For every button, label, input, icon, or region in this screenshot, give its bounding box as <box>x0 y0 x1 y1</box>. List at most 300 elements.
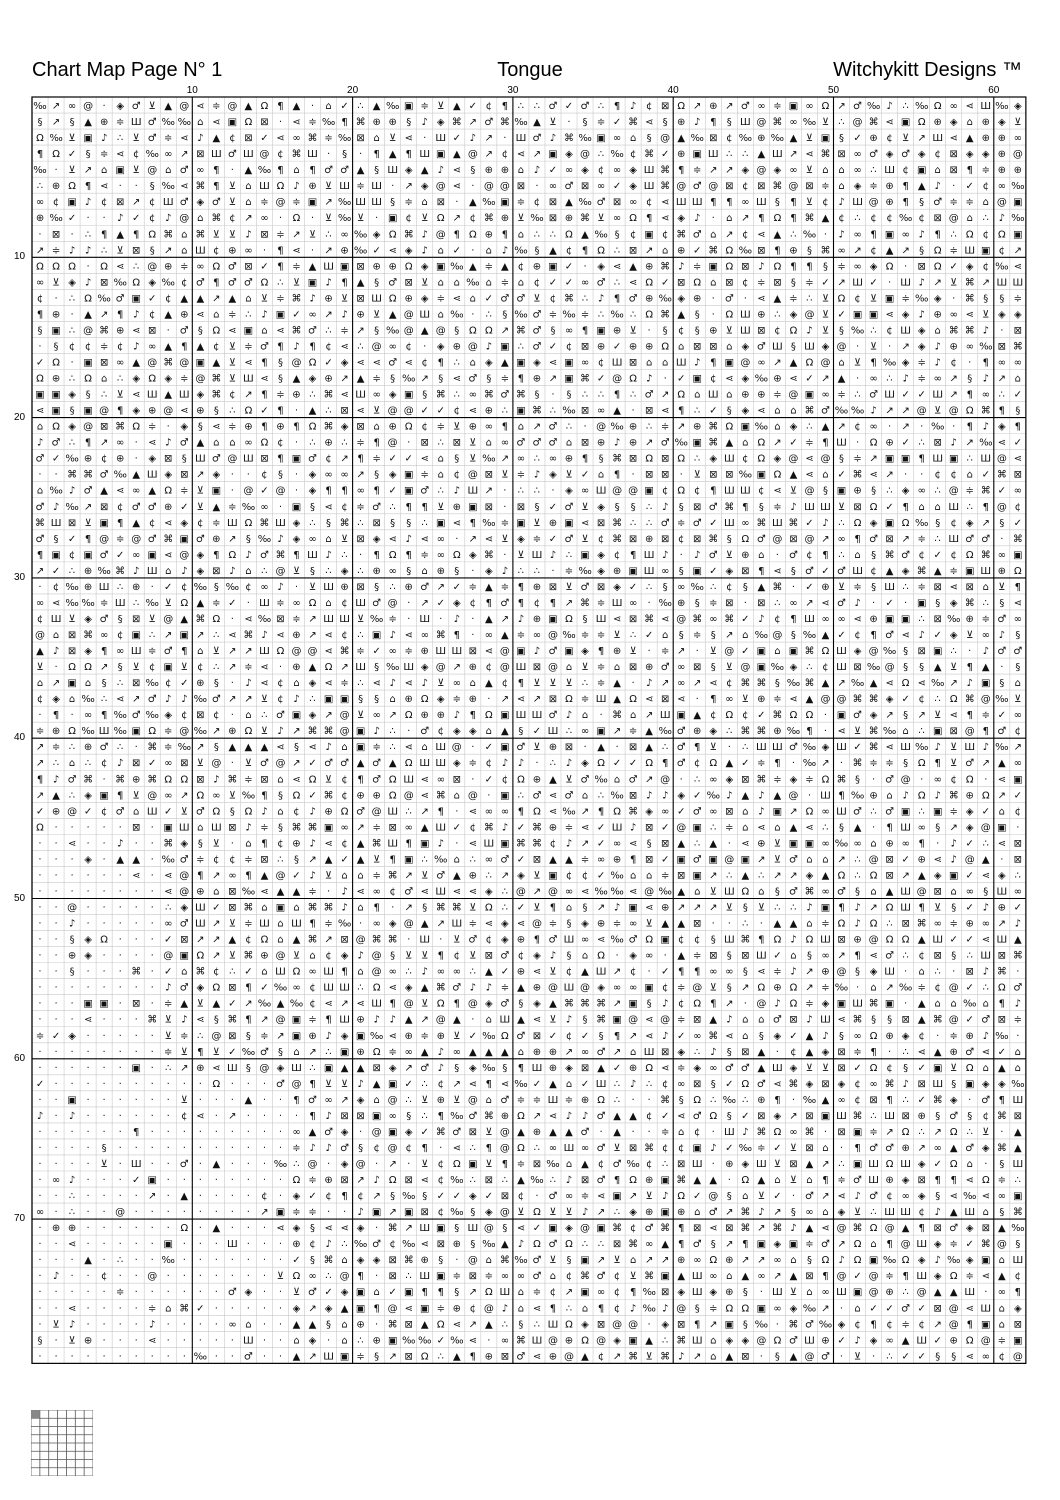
svg-text:♂: ♂ <box>196 806 205 817</box>
svg-text:·: · <box>119 870 122 881</box>
svg-text:▲: ▲ <box>790 357 798 368</box>
svg-text:↗: ↗ <box>741 983 749 994</box>
svg-text:Ω: Ω <box>725 710 733 721</box>
svg-text:Ш: Ш <box>916 1239 927 1250</box>
svg-text:·: · <box>952 967 955 978</box>
svg-text:◈: ◈ <box>629 165 637 176</box>
row-number: 10 <box>14 251 25 263</box>
svg-text:◈: ◈ <box>533 951 541 962</box>
svg-text:§: § <box>791 277 796 288</box>
svg-text:⊠: ⊠ <box>677 277 685 288</box>
svg-text:·: · <box>279 1127 282 1138</box>
svg-text:Ш: Ш <box>227 1063 238 1074</box>
svg-text:↗: ↗ <box>645 774 653 785</box>
svg-text:⌘: ⌘ <box>772 117 782 128</box>
svg-text:▣: ▣ <box>67 678 76 689</box>
svg-text:§: § <box>214 742 219 753</box>
svg-text:∞: ∞ <box>709 614 717 625</box>
svg-text:↗: ↗ <box>501 614 509 625</box>
svg-text:↗: ↗ <box>709 1319 717 1330</box>
svg-text:¢: ¢ <box>486 101 492 112</box>
chart-title: Chart Map Page N° 1 <box>32 57 222 83</box>
svg-text:♪: ♪ <box>534 165 540 176</box>
svg-text:⊕: ⊕ <box>613 325 621 336</box>
svg-text:⊻: ⊻ <box>149 614 156 625</box>
svg-text:▣: ▣ <box>628 903 637 914</box>
svg-text:▲: ▲ <box>645 742 653 753</box>
svg-text:↗: ↗ <box>629 1191 637 1202</box>
svg-text:⊕: ⊕ <box>388 261 396 272</box>
svg-text:▣: ▣ <box>500 197 509 208</box>
svg-text:⌂: ⌂ <box>550 1271 556 1282</box>
svg-text:↗: ↗ <box>405 903 413 914</box>
svg-text:¢: ¢ <box>694 758 700 769</box>
svg-text:▲: ▲ <box>180 1191 188 1202</box>
svg-text:⊠: ⊠ <box>805 1111 813 1122</box>
svg-text:⌘: ⌘ <box>660 165 670 176</box>
svg-text:∞: ∞ <box>950 309 958 320</box>
svg-text:Ω: Ω <box>934 261 942 272</box>
svg-text:⌂: ⌂ <box>726 213 732 224</box>
svg-text:≑: ≑ <box>372 822 380 833</box>
svg-text:♪: ♪ <box>934 341 940 352</box>
svg-text:¢: ¢ <box>53 197 59 208</box>
svg-text:♂: ♂ <box>741 101 750 112</box>
svg-text:⌘: ⌘ <box>436 983 446 994</box>
svg-text:⋖: ⋖ <box>324 1223 332 1234</box>
svg-text:¢: ¢ <box>694 1127 700 1138</box>
svg-text:Ш: Ш <box>708 149 719 160</box>
svg-text:♂: ♂ <box>901 1303 910 1314</box>
svg-text:▣: ▣ <box>500 742 509 753</box>
svg-text:§: § <box>679 566 684 577</box>
svg-text:·: · <box>888 422 891 433</box>
svg-text:∴: ∴ <box>101 694 107 705</box>
svg-text:Ш: Ш <box>884 390 895 401</box>
svg-text:‰: ‰ <box>755 1319 768 1330</box>
svg-text:·: · <box>664 951 667 962</box>
svg-text:∴: ∴ <box>422 854 428 865</box>
svg-text:⊻: ⊻ <box>165 1031 172 1042</box>
svg-text:·: · <box>38 229 41 240</box>
svg-text:◈: ◈ <box>84 646 92 657</box>
svg-text:⊻: ⊻ <box>437 678 444 689</box>
svg-text:≑: ≑ <box>581 309 589 320</box>
svg-text:↗: ↗ <box>837 678 845 689</box>
svg-text:∴: ∴ <box>69 374 75 385</box>
svg-text:⌘: ⌘ <box>676 229 686 240</box>
svg-text:≑: ≑ <box>356 438 364 449</box>
svg-text:@: @ <box>708 1191 718 1202</box>
svg-text:Ш: Ш <box>387 838 398 849</box>
svg-text:∞: ∞ <box>581 277 589 288</box>
svg-text:Ω: Ω <box>469 229 477 240</box>
svg-text:·: · <box>103 1223 106 1234</box>
svg-text:↗: ↗ <box>821 1303 829 1314</box>
svg-text:↗: ↗ <box>565 1047 573 1058</box>
svg-text:‰: ‰ <box>49 133 62 144</box>
svg-text:✓: ✓ <box>982 470 990 481</box>
svg-text:⊠: ⊠ <box>693 534 701 545</box>
svg-text:⊠: ⊠ <box>629 245 637 256</box>
svg-text:✓: ✓ <box>966 870 974 881</box>
svg-text:§: § <box>390 1191 395 1202</box>
svg-text:▣: ▣ <box>580 550 589 561</box>
svg-text:◈: ◈ <box>196 390 204 401</box>
svg-text:Ω: Ω <box>309 357 317 368</box>
svg-text:Ω: Ω <box>966 229 974 240</box>
svg-text:¢: ¢ <box>646 1159 652 1170</box>
svg-text:♪: ♪ <box>838 229 844 240</box>
svg-text:¶: ¶ <box>758 566 764 577</box>
svg-text:⌘: ⌘ <box>660 1223 670 1234</box>
svg-text:⊕: ⊕ <box>52 806 60 817</box>
svg-text:≑: ≑ <box>950 566 958 577</box>
svg-text:§: § <box>647 838 652 849</box>
svg-text:⊻: ⊻ <box>806 197 813 208</box>
svg-text:≑: ≑ <box>917 582 925 593</box>
svg-text:✓: ✓ <box>52 1031 60 1042</box>
svg-text:♂: ♂ <box>532 1271 541 1282</box>
svg-text:⋖: ⋖ <box>356 406 364 417</box>
svg-text:@: @ <box>548 662 558 673</box>
svg-text:‰: ‰ <box>594 886 607 897</box>
svg-text:⋖: ⋖ <box>100 181 108 192</box>
svg-text:◈: ◈ <box>84 614 92 625</box>
svg-text:⌘: ⌘ <box>949 790 959 801</box>
svg-text:@: @ <box>356 935 366 946</box>
svg-text:⌘: ⌘ <box>436 390 446 401</box>
svg-text:♪: ♪ <box>790 967 796 978</box>
svg-text:Ш: Ш <box>884 582 895 593</box>
svg-text:▣: ▣ <box>516 646 525 657</box>
svg-text:⊻: ⊻ <box>726 662 733 673</box>
svg-text:♪: ♪ <box>550 550 556 561</box>
svg-text:∞: ∞ <box>917 822 925 833</box>
svg-text:◈: ◈ <box>790 1063 798 1074</box>
svg-text:▲: ▲ <box>741 870 749 881</box>
svg-text:⊕: ⊕ <box>453 341 461 352</box>
svg-text:♂: ♂ <box>949 1223 958 1234</box>
svg-text:⊻: ⊻ <box>854 1207 861 1218</box>
svg-text:@: @ <box>596 422 606 433</box>
svg-text:¢: ¢ <box>662 1079 668 1090</box>
svg-text:⊠: ⊠ <box>405 277 413 288</box>
svg-text:✓: ✓ <box>677 374 685 385</box>
svg-text:·: · <box>135 454 138 465</box>
svg-text:↗: ↗ <box>180 790 188 801</box>
svg-text:·: · <box>199 1239 202 1250</box>
svg-text:⊕: ⊕ <box>405 582 413 593</box>
svg-text:◈: ◈ <box>533 999 541 1010</box>
svg-text:↗: ↗ <box>677 422 685 433</box>
svg-text:‰: ‰ <box>354 1239 367 1250</box>
svg-text:✓: ✓ <box>869 1303 877 1314</box>
svg-text:◈: ◈ <box>918 149 926 160</box>
svg-text:¢: ¢ <box>566 870 572 881</box>
svg-text:♂: ♂ <box>965 534 974 545</box>
svg-text:§: § <box>855 774 860 785</box>
svg-text:↗: ↗ <box>228 1111 236 1122</box>
svg-text:⊻: ⊻ <box>854 357 861 368</box>
svg-text:∞: ∞ <box>597 406 605 417</box>
svg-text:·: · <box>119 1143 122 1154</box>
svg-text:Ω: Ω <box>148 374 156 385</box>
svg-text:⋖: ⋖ <box>356 886 364 897</box>
svg-text:Ш: Ш <box>692 1287 703 1298</box>
svg-text:↗: ↗ <box>613 999 621 1010</box>
svg-text:¢: ¢ <box>726 678 732 689</box>
svg-text:▣: ▣ <box>67 1095 76 1106</box>
svg-text:▣: ▣ <box>324 694 333 705</box>
svg-text:⊕: ⊕ <box>853 935 861 946</box>
svg-text:⌘: ⌘ <box>596 999 606 1010</box>
svg-text:¶: ¶ <box>550 598 556 609</box>
svg-text:∞: ∞ <box>805 1207 813 1218</box>
svg-text:▣: ▣ <box>548 614 557 625</box>
svg-text:◈: ◈ <box>918 1255 926 1266</box>
svg-text:∴: ∴ <box>406 1095 412 1106</box>
svg-text:·: · <box>343 1207 346 1218</box>
svg-text:⌘: ⌘ <box>324 903 334 914</box>
svg-text:Ш: Ш <box>179 822 190 833</box>
svg-text:♪: ♪ <box>309 1143 315 1154</box>
svg-text:♂: ♂ <box>837 886 846 897</box>
svg-text:Ш: Ш <box>996 886 1007 897</box>
svg-text:Ш: Ш <box>980 454 991 465</box>
svg-text:↗: ↗ <box>885 470 893 481</box>
svg-text:✓: ✓ <box>533 1223 541 1234</box>
svg-text:⊕: ⊕ <box>549 1063 557 1074</box>
svg-text:§: § <box>663 582 668 593</box>
svg-text:⌂: ⌂ <box>373 133 379 144</box>
svg-text:⌘: ⌘ <box>211 390 221 401</box>
svg-text:§: § <box>278 470 283 481</box>
svg-text:·: · <box>487 694 490 705</box>
svg-text:‰: ‰ <box>995 1031 1008 1042</box>
svg-text:⊠: ⊠ <box>132 822 140 833</box>
svg-text:▲: ▲ <box>245 1095 253 1106</box>
svg-text:‰: ‰ <box>642 1303 655 1314</box>
svg-text:∞: ∞ <box>389 566 397 577</box>
svg-text:≑: ≑ <box>196 854 204 865</box>
svg-text:◈: ◈ <box>405 983 413 994</box>
svg-text:⌘: ⌘ <box>580 374 590 385</box>
svg-text:§: § <box>999 518 1004 529</box>
svg-text:◈: ◈ <box>966 261 974 272</box>
svg-text:⊠: ⊠ <box>421 438 429 449</box>
svg-text:◈: ◈ <box>950 630 958 641</box>
svg-text:▲: ▲ <box>132 854 140 865</box>
svg-text:▲: ▲ <box>469 1047 477 1058</box>
svg-text:¢: ¢ <box>886 1319 892 1330</box>
svg-text:Ш: Ш <box>211 822 222 833</box>
svg-text:≑: ≑ <box>677 518 685 529</box>
svg-text:✓: ✓ <box>340 101 348 112</box>
svg-text:⊕: ⊕ <box>597 341 605 352</box>
svg-text:♪: ♪ <box>822 1031 828 1042</box>
svg-text:⌘: ⌘ <box>388 1223 398 1234</box>
svg-text:⊻: ⊻ <box>325 870 332 881</box>
svg-text:§: § <box>983 293 988 304</box>
svg-text:·: · <box>103 1303 106 1314</box>
svg-text:▣: ▣ <box>564 357 573 368</box>
svg-text:§: § <box>70 967 75 978</box>
svg-text:¶: ¶ <box>630 854 636 865</box>
svg-text:Ω: Ω <box>373 1047 381 1058</box>
svg-text:¶: ¶ <box>389 999 395 1010</box>
svg-text:♂: ♂ <box>500 598 509 609</box>
svg-text:⋖: ⋖ <box>388 245 396 256</box>
svg-text:⊻: ⊻ <box>213 229 220 240</box>
svg-text:⋖: ⋖ <box>405 630 413 641</box>
svg-text:Ш: Ш <box>676 357 687 368</box>
svg-text:⌂: ⌂ <box>245 197 251 208</box>
svg-text:·: · <box>856 983 859 994</box>
svg-text:▲: ▲ <box>293 101 301 112</box>
svg-text:§: § <box>791 566 796 577</box>
svg-text:Ω: Ω <box>966 1063 974 1074</box>
svg-text:⌂: ⌂ <box>822 165 828 176</box>
svg-text:▣: ▣ <box>356 726 365 737</box>
svg-text:◈: ◈ <box>774 165 782 176</box>
svg-text:∞: ∞ <box>1014 758 1022 769</box>
svg-text:♂: ♂ <box>356 806 365 817</box>
svg-text:¶: ¶ <box>341 277 347 288</box>
svg-text:·: · <box>119 1047 122 1058</box>
svg-text:⊠: ⊠ <box>933 1303 941 1314</box>
svg-text:↗: ↗ <box>901 870 909 881</box>
svg-text:¶: ¶ <box>967 390 973 401</box>
svg-text:‰: ‰ <box>739 245 752 256</box>
svg-text:∴: ∴ <box>422 1111 428 1122</box>
svg-text:⊠: ⊠ <box>789 534 797 545</box>
svg-text:⋖: ⋖ <box>950 582 958 593</box>
svg-text:◈: ◈ <box>790 422 798 433</box>
svg-text:·: · <box>70 357 73 368</box>
svg-text:¶: ¶ <box>582 454 588 465</box>
svg-text:@: @ <box>708 181 718 192</box>
svg-text:·: · <box>215 1095 218 1106</box>
svg-text:⊕: ⊕ <box>196 406 204 417</box>
svg-text:Ω: Ω <box>245 117 253 128</box>
svg-text:·: · <box>215 1319 218 1330</box>
svg-text:◈: ◈ <box>645 806 653 817</box>
svg-text:·: · <box>70 1287 73 1298</box>
svg-text:⌘: ⌘ <box>211 374 221 385</box>
svg-text:▲: ▲ <box>453 101 461 112</box>
svg-text:⋖: ⋖ <box>324 999 332 1010</box>
svg-text:▲: ▲ <box>918 870 926 881</box>
svg-text:·: · <box>167 1143 170 1154</box>
svg-text:Ш: Ш <box>355 390 366 401</box>
svg-text:⊠: ⊠ <box>180 935 188 946</box>
svg-text:⊕: ⊕ <box>677 245 685 256</box>
svg-text:⊕: ⊕ <box>709 325 717 336</box>
svg-text:§: § <box>903 710 908 721</box>
svg-text:▲: ▲ <box>501 357 509 368</box>
svg-text:@: @ <box>628 1319 638 1330</box>
svg-text:⋖: ⋖ <box>164 870 172 881</box>
svg-text:·: · <box>247 1127 250 1138</box>
svg-text:Ш: Ш <box>99 582 110 593</box>
svg-text:▲: ▲ <box>293 935 301 946</box>
svg-text:♪: ♪ <box>422 117 428 128</box>
svg-text:¶: ¶ <box>373 486 379 497</box>
svg-text:✓: ✓ <box>901 694 909 705</box>
svg-text:♂: ♂ <box>821 406 830 417</box>
svg-text:∴: ∴ <box>918 806 924 817</box>
svg-text:Ш: Ш <box>355 197 366 208</box>
svg-text:⊻: ⊻ <box>469 454 476 465</box>
svg-text:·: · <box>215 1239 218 1250</box>
svg-text:¶: ¶ <box>983 357 989 368</box>
svg-text:▣: ▣ <box>147 1175 156 1186</box>
svg-text:⌘: ⌘ <box>243 903 253 914</box>
svg-text:⌘: ⌘ <box>500 117 510 128</box>
svg-text:@: @ <box>869 935 879 946</box>
svg-text:⊠: ⊠ <box>629 614 637 625</box>
svg-text:⌂: ⌂ <box>870 886 876 897</box>
svg-text:§: § <box>454 566 459 577</box>
svg-text:⊕: ⊕ <box>549 518 557 529</box>
svg-text:◈: ◈ <box>373 534 381 545</box>
svg-text:♂: ♂ <box>308 1095 317 1106</box>
svg-text:Ω: Ω <box>565 694 573 705</box>
svg-text:·: · <box>648 967 651 978</box>
svg-text:⌂: ⌂ <box>37 486 43 497</box>
svg-text:≑: ≑ <box>292 261 300 272</box>
svg-text:@: @ <box>404 790 414 801</box>
svg-text:♪: ♪ <box>983 1031 989 1042</box>
svg-text:¢: ¢ <box>486 662 492 673</box>
svg-text:·: · <box>38 1095 41 1106</box>
svg-text:▲: ▲ <box>790 470 798 481</box>
svg-text:⊠: ⊠ <box>966 967 974 978</box>
svg-text:⊻: ⊻ <box>822 325 829 336</box>
svg-text:¢: ¢ <box>518 1191 524 1202</box>
svg-text:⊠: ⊠ <box>1014 854 1022 865</box>
svg-text:¶: ¶ <box>261 790 267 801</box>
svg-text:✓: ✓ <box>661 1111 669 1122</box>
svg-text:⊻: ⊻ <box>389 133 396 144</box>
svg-text:≑: ≑ <box>116 534 124 545</box>
svg-text:⊠: ⊠ <box>917 1079 925 1090</box>
svg-text:◈: ◈ <box>405 1127 413 1138</box>
svg-text:§: § <box>406 1111 411 1122</box>
svg-text:∞: ∞ <box>677 582 685 593</box>
svg-text:·: · <box>968 357 971 368</box>
svg-text:·: · <box>535 758 538 769</box>
svg-text:·: · <box>279 1175 282 1186</box>
svg-text:⌂: ⌂ <box>422 197 428 208</box>
svg-text:♪: ♪ <box>325 742 331 753</box>
svg-text:▣: ▣ <box>548 261 557 272</box>
svg-text:·: · <box>247 1303 250 1314</box>
svg-text:·: · <box>1000 534 1003 545</box>
svg-text:∴: ∴ <box>213 662 219 673</box>
svg-text:⊠: ⊠ <box>661 534 669 545</box>
svg-text:¶: ¶ <box>518 806 524 817</box>
svg-text:·: · <box>840 1143 843 1154</box>
svg-text:‰: ‰ <box>402 1335 415 1346</box>
svg-text:⌂: ⌂ <box>838 181 844 192</box>
svg-text:◈: ◈ <box>982 1079 990 1090</box>
svg-text:⊻: ⊻ <box>293 277 300 288</box>
svg-text:⌘: ⌘ <box>1013 1207 1023 1218</box>
svg-text:⊕: ⊕ <box>356 309 364 320</box>
svg-text:▣: ▣ <box>436 261 445 272</box>
